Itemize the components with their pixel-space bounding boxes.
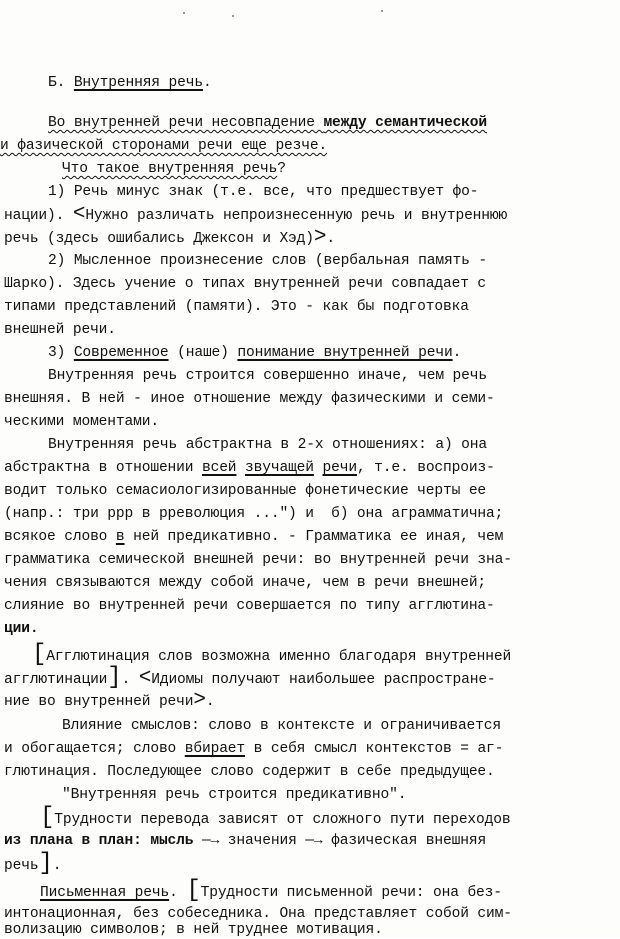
text-segment: Нужно различать непроизнесенную речь и внутреннюю (85, 208, 508, 224)
section-heading (48, 74, 212, 92)
text-line (40, 877, 502, 904)
bracket-close: ] (38, 850, 53, 877)
text-segment: в себя смысл контекстов = аг- (245, 741, 504, 757)
paper-speck (232, 15, 234, 17)
text-line (4, 321, 116, 339)
text-line (4, 620, 38, 638)
text-segment-underlined: речи (322, 460, 357, 476)
text-line (4, 850, 62, 877)
text-segment: , т.е. воспроиз- (356, 460, 495, 476)
angle-bracket-close: > (313, 226, 327, 249)
text-segment: . (326, 231, 335, 247)
angle-bracket-close: > (193, 689, 206, 712)
text-line (62, 160, 286, 178)
text-segment: чения связываются между собой иначе, чем в речи внешней; (4, 575, 487, 591)
angle-bracket-open: < (138, 667, 152, 690)
text-segment-underlined: и фазической сторонами речи еще резче. (0, 138, 328, 154)
arrow-icon: —→ (305, 833, 323, 849)
text-segment: грамматика семической внешней речи: во внутренней речи зна- (4, 552, 512, 568)
text-segment: абстрактна в отношении (4, 460, 202, 476)
text-segment-underlined: всей (201, 460, 237, 476)
question-mark: ? (277, 161, 286, 177)
text-segment: глютинация. Последующее слово содержит в себе предыдущее. (4, 764, 495, 780)
text-segment: Агглютинация слов возможна именно благодаря внутренней (46, 649, 512, 665)
text-segment: (наше) (168, 345, 238, 361)
text-segment-bold: между семантической (323, 115, 487, 131)
text-line (48, 344, 461, 362)
text-segment: водит только семасиологизированные фонетические черты ее (4, 483, 487, 499)
text-segment: ние во внутренней речи (4, 694, 194, 710)
text-line (4, 921, 383, 939)
text-segment (236, 460, 245, 476)
text-segment: Внутренняя речь абстрактна в 2-х отношениях: а) она (48, 437, 487, 453)
text-segment: речь (здесь ошибались Джексон и Хэд) (4, 231, 314, 247)
text-segment: . (205, 694, 215, 710)
text-line (4, 832, 486, 850)
text-line (4, 597, 495, 615)
text-segment-underlined: звучащей (245, 460, 314, 476)
text-line (4, 740, 503, 758)
text-line (4, 689, 215, 712)
text-line (4, 482, 486, 500)
text-line (40, 804, 511, 831)
text-segment: ции. (4, 621, 39, 637)
text-line (4, 505, 503, 523)
text-segment: Трудности перевода зависят от сложного пути переходов (54, 812, 511, 828)
text-line (4, 459, 495, 477)
text-segment: речь (4, 858, 39, 874)
text-line (48, 436, 487, 454)
text-segment: нации). (4, 208, 73, 224)
paper-speck (183, 12, 185, 14)
text-segment: ческими моментами. (4, 414, 159, 430)
text-segment-underlined: Во внутренней речи несовпадение (48, 115, 324, 131)
heading-period: . (202, 75, 212, 91)
arrow-icon: —→ (201, 833, 220, 849)
text-segment: агглютинации (4, 672, 108, 688)
text-segment: и обогащается; слово (4, 741, 185, 757)
text-line (4, 574, 486, 592)
text-segment: . (452, 345, 462, 361)
text-line (62, 717, 501, 735)
text-segment: . (121, 672, 139, 688)
text-segment: типами представлений (памяти). Это - как бы подготовка (4, 299, 469, 315)
text-line (4, 298, 469, 316)
question-heading: Что такое внутренняя речь (62, 161, 278, 177)
text-segment: Шарко). Здесь учение о типах внутренней речи совпадает с (4, 276, 487, 292)
text-line (32, 641, 512, 668)
text-line (4, 528, 503, 546)
text-line (4, 551, 512, 569)
heading-marker: Б. (48, 75, 74, 91)
text-segment-underlined: Современное (73, 345, 169, 361)
text-segment: внешней речи. (4, 322, 116, 338)
text-line (4, 413, 159, 431)
text-segment: ней предикативно. - Грамматика ее иная, чем (124, 529, 504, 545)
angle-bracket-open: < (72, 203, 86, 226)
text-segment: . (169, 885, 187, 901)
text-line (4, 275, 486, 293)
text-line (4, 664, 496, 691)
text-segment: слияние во внутренней речи совершается по типу агглютина- (4, 598, 495, 614)
text-segment: 3) (48, 345, 74, 361)
text-segment: значения (219, 833, 306, 849)
text-line (4, 203, 508, 226)
text-line (4, 226, 335, 249)
text-segment: 1) Речь минус знак (т.е. все, что предшествует фо- (48, 184, 479, 200)
text-line (48, 183, 478, 201)
text-line (0, 137, 327, 155)
text-segment: из плана в план: мысль (4, 833, 202, 849)
text-segment: Влияние смыслов: слово в контексте и ограничивается (62, 718, 501, 734)
text-segment-underlined: в (115, 529, 125, 545)
text-segment: Внутренняя речь строится совершенно иначе, чем речь (48, 368, 487, 384)
text-segment: волизацию символов; в ней труднее мотивация. (4, 922, 383, 938)
text-line (48, 252, 487, 270)
heading-title: Внутренняя речь (73, 75, 203, 91)
text-segment: (напр.: три ррр в рреволюция ...") и б) она аграмматична; (4, 506, 504, 522)
text-segment: интонационная, без собеседника. Она представляет собой сим- (4, 906, 512, 922)
text-segment: всякое слово (4, 529, 116, 545)
bracket-open: [ (32, 641, 47, 668)
text-segment: фазическая внешняя (322, 833, 487, 849)
text-segment-underlined: Письменная речь (40, 885, 170, 901)
text-segment-underlined: вбирает (184, 741, 246, 757)
text-line (4, 763, 495, 781)
text-line (48, 367, 487, 385)
bracket-open: [ (40, 804, 55, 831)
text-segment: Идиомы получают наибольшее распростране- (151, 672, 496, 688)
text-segment-underlined: понимание внутренней речи (237, 345, 453, 361)
text-line (62, 786, 406, 804)
bracket-open: [ (186, 877, 201, 904)
text-line (4, 390, 495, 408)
bracket-close: ] (107, 664, 122, 691)
text-segment: Трудности письменной речи: она без- (200, 885, 502, 901)
text-segment: "Внутренняя речь строится предикативно". (62, 787, 407, 803)
text-segment: . (52, 858, 62, 874)
text-segment: внешняя. В ней - иное отношение между фазическими и семи- (4, 391, 495, 407)
text-segment: 2) Мысленное произнесение слов (вербальная память - (48, 253, 487, 269)
paper-speck (381, 10, 383, 12)
text-segment (314, 460, 323, 476)
text-line (48, 114, 487, 132)
